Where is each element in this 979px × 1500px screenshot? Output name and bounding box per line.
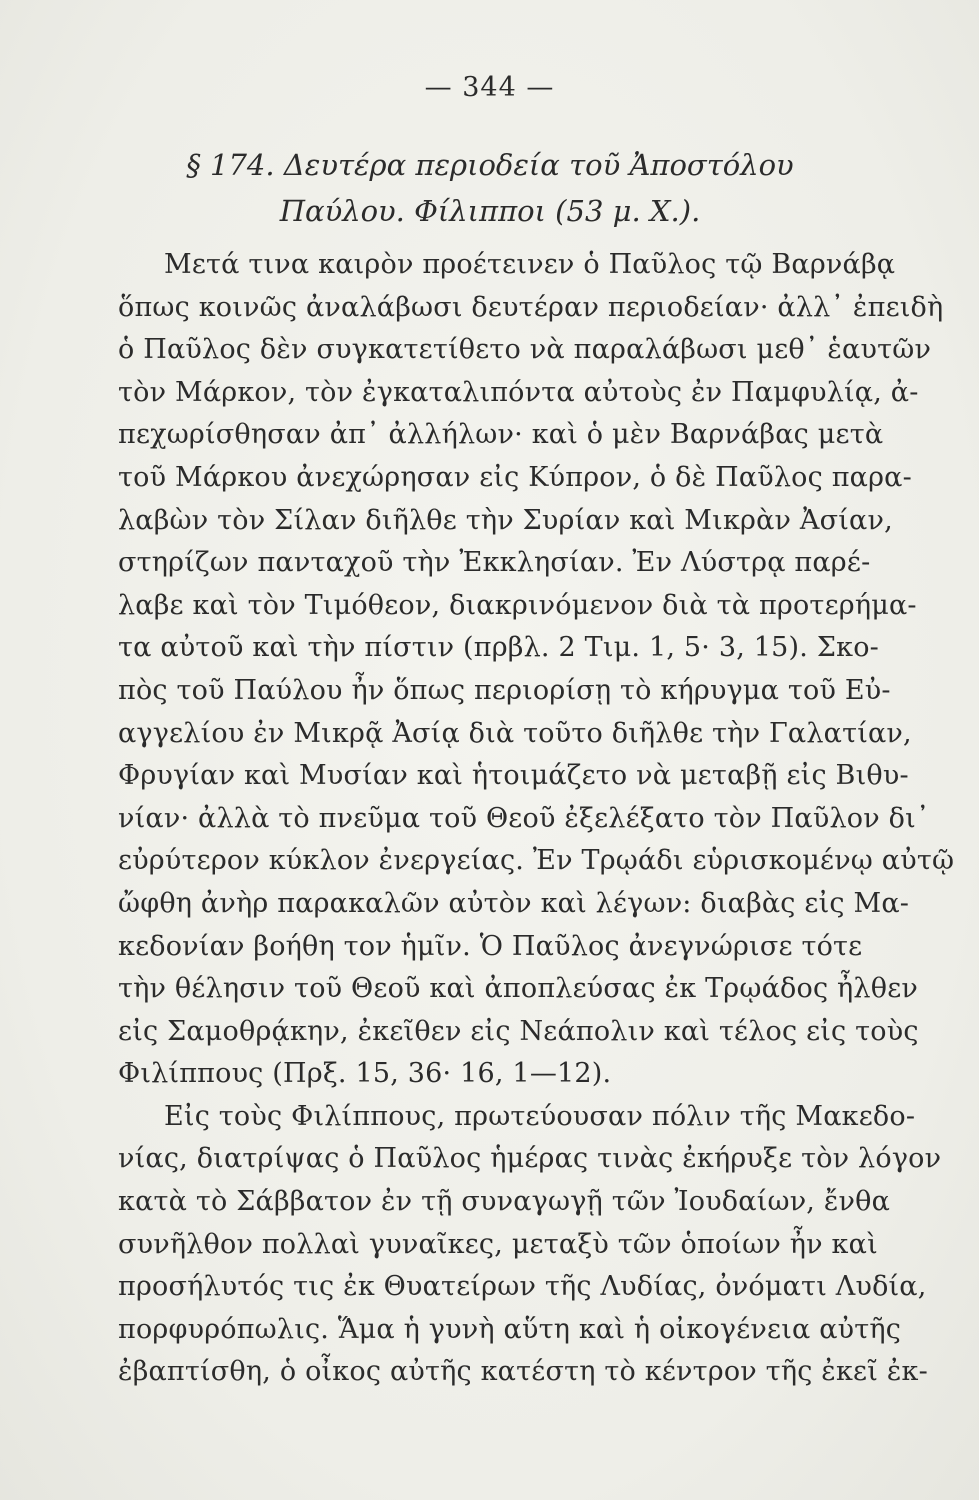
text-line: ὤφθη ἀνὴρ παρακαλῶν αὐτὸν καὶ λέγων: διαβὰς εἰς Μα- [118,887,910,919]
text-line: ὅπως κοινῶς ἀναλάβωσι δευτέραν περιοδείαν· ἀλλ᾽ ἐπειδὴ [118,291,944,323]
text-line: ὁ Παῦλος δὲν συγκατετίθετο νὰ παραλάβωσι μεθ᾽ ἑαυτῶν [118,334,932,366]
text-line: τὸν Μάρκον, τὸν ἐγκαταλιπόντα αὐτοὺς ἐν Παμφυλίᾳ, ἀ- [118,376,919,408]
text-line: λαβε καὶ τὸν Τιμόθεον, διακρινόμενον διὰ τὰ προτερήμα- [118,589,917,621]
page-number: — 344 — [424,72,555,103]
text-line: Εἰς τοὺς Φιλίππους, πρωτεύουσαν πόλιν τῆς Μακεδο- [164,1100,916,1132]
text-line: τοῦ Μάρκου ἀνεχώρησαν εἰς Κύπρον, ὁ δὲ Παῦλος παρα- [118,461,912,493]
section-heading [120,142,860,234]
text-line: νίαν· ἀλλὰ τὸ πνεῦμα τοῦ Θεοῦ ἐξελέξατο τὸν Παῦλον δι᾽ [118,802,930,834]
text-line: τὴν θέλησιν τοῦ Θεοῦ καὶ ἀποπλεύσας ἐκ Τρῳάδος ἦλθεν [118,973,918,1005]
text-line: πεχωρίσθησαν ἀπ᾽ ἀλλήλων· καὶ ὁ μὲν Βαρνάβας μετὰ [118,419,884,451]
text-line: πορφυρόπωλις. Ἅμα ἡ γυνὴ αὕτη καὶ ἡ οἰκογένεια αὐτῆς [118,1313,902,1345]
text-line: Φιλίππους (Πρξ. 15, 36· 16, 1—12). [118,1058,612,1090]
body-text [118,244,955,1394]
text-line: κατὰ τὸ Σάββατον ἐν τῇ συναγωγῇ τῶν Ἰουδαίων, ἔνθα [118,1186,891,1218]
text-line: λαβὼν τὸν Σίλαν διῆλθε τὴν Συρίαν καὶ Μικρὰν Ἀσίαν, [118,504,893,536]
text-line: συνῆλθον πολλαὶ γυναῖκες, μεταξὺ τῶν ὁποίων ἦν καὶ [118,1228,878,1260]
text-line: εὐρύτερον κύκλον ἐνεργείας. Ἐν Τρῳάδι εὑρισκομένῳ αὐτῷ [118,845,955,877]
text-line: πὸς τοῦ Παύλου ἦν ὅπως περιορίσῃ τὸ κήρυγμα τοῦ Εὐ- [118,674,891,706]
heading-line: § 174. Δευτέρα περιοδεία τοῦ Ἀποστόλου [186,148,794,182]
text-line: εἰς Σαμοθρᾴκην, ἐκεῖθεν εἰς Νεάπολιν καὶ τέλος εἰς τοὺς [118,1015,919,1047]
text-line: στηρίζων πανταχοῦ τὴν Ἐκκλησίαν. Ἐν Λύστρᾳ παρέ- [118,547,871,579]
text-line: Μετά τινα καιρὸν προέτεινεν ὁ Παῦλος τῷ Βαρνάβᾳ [164,249,896,280]
text-line: προσήλυτός τις ἐκ Θυατείρων τῆς Λυδίας, ὀνόματι Λυδία, [118,1271,927,1303]
heading-line: Παύλου. Φίλιπποι (53 μ. Χ.). [279,194,701,228]
text-line: Φρυγίαν καὶ Μυσίαν καὶ ἡτοιμάζετο νὰ μεταβῇ εἰς Βιθυ- [118,760,909,792]
text-line: νίας, διατρίψας ὁ Παῦλος ἡμέρας τινὰς ἐκήρυξε τὸν λόγον [118,1143,942,1175]
text-line: κεδονίαν βοήθη τον ἡμῖν. Ὁ Παῦλος ἀνεγνώρισε τότε [118,930,863,962]
text-line: ἐβαπτίσθη, ὁ οἶκος αὐτῆς κατέστη τὸ κέντρον τῆς ἐκεῖ ἐκ- [118,1356,928,1388]
text-line: τα αὐτοῦ καὶ τὴν πίστιν (πρβλ. 2 Τιμ. 1, 5· 3, 15). Σκο- [118,632,879,664]
text-line: αγγελίου ἐν Μικρᾷ Ἀσίᾳ διὰ τοῦτο διῆλθε τὴν Γαλατίαν, [118,717,912,749]
